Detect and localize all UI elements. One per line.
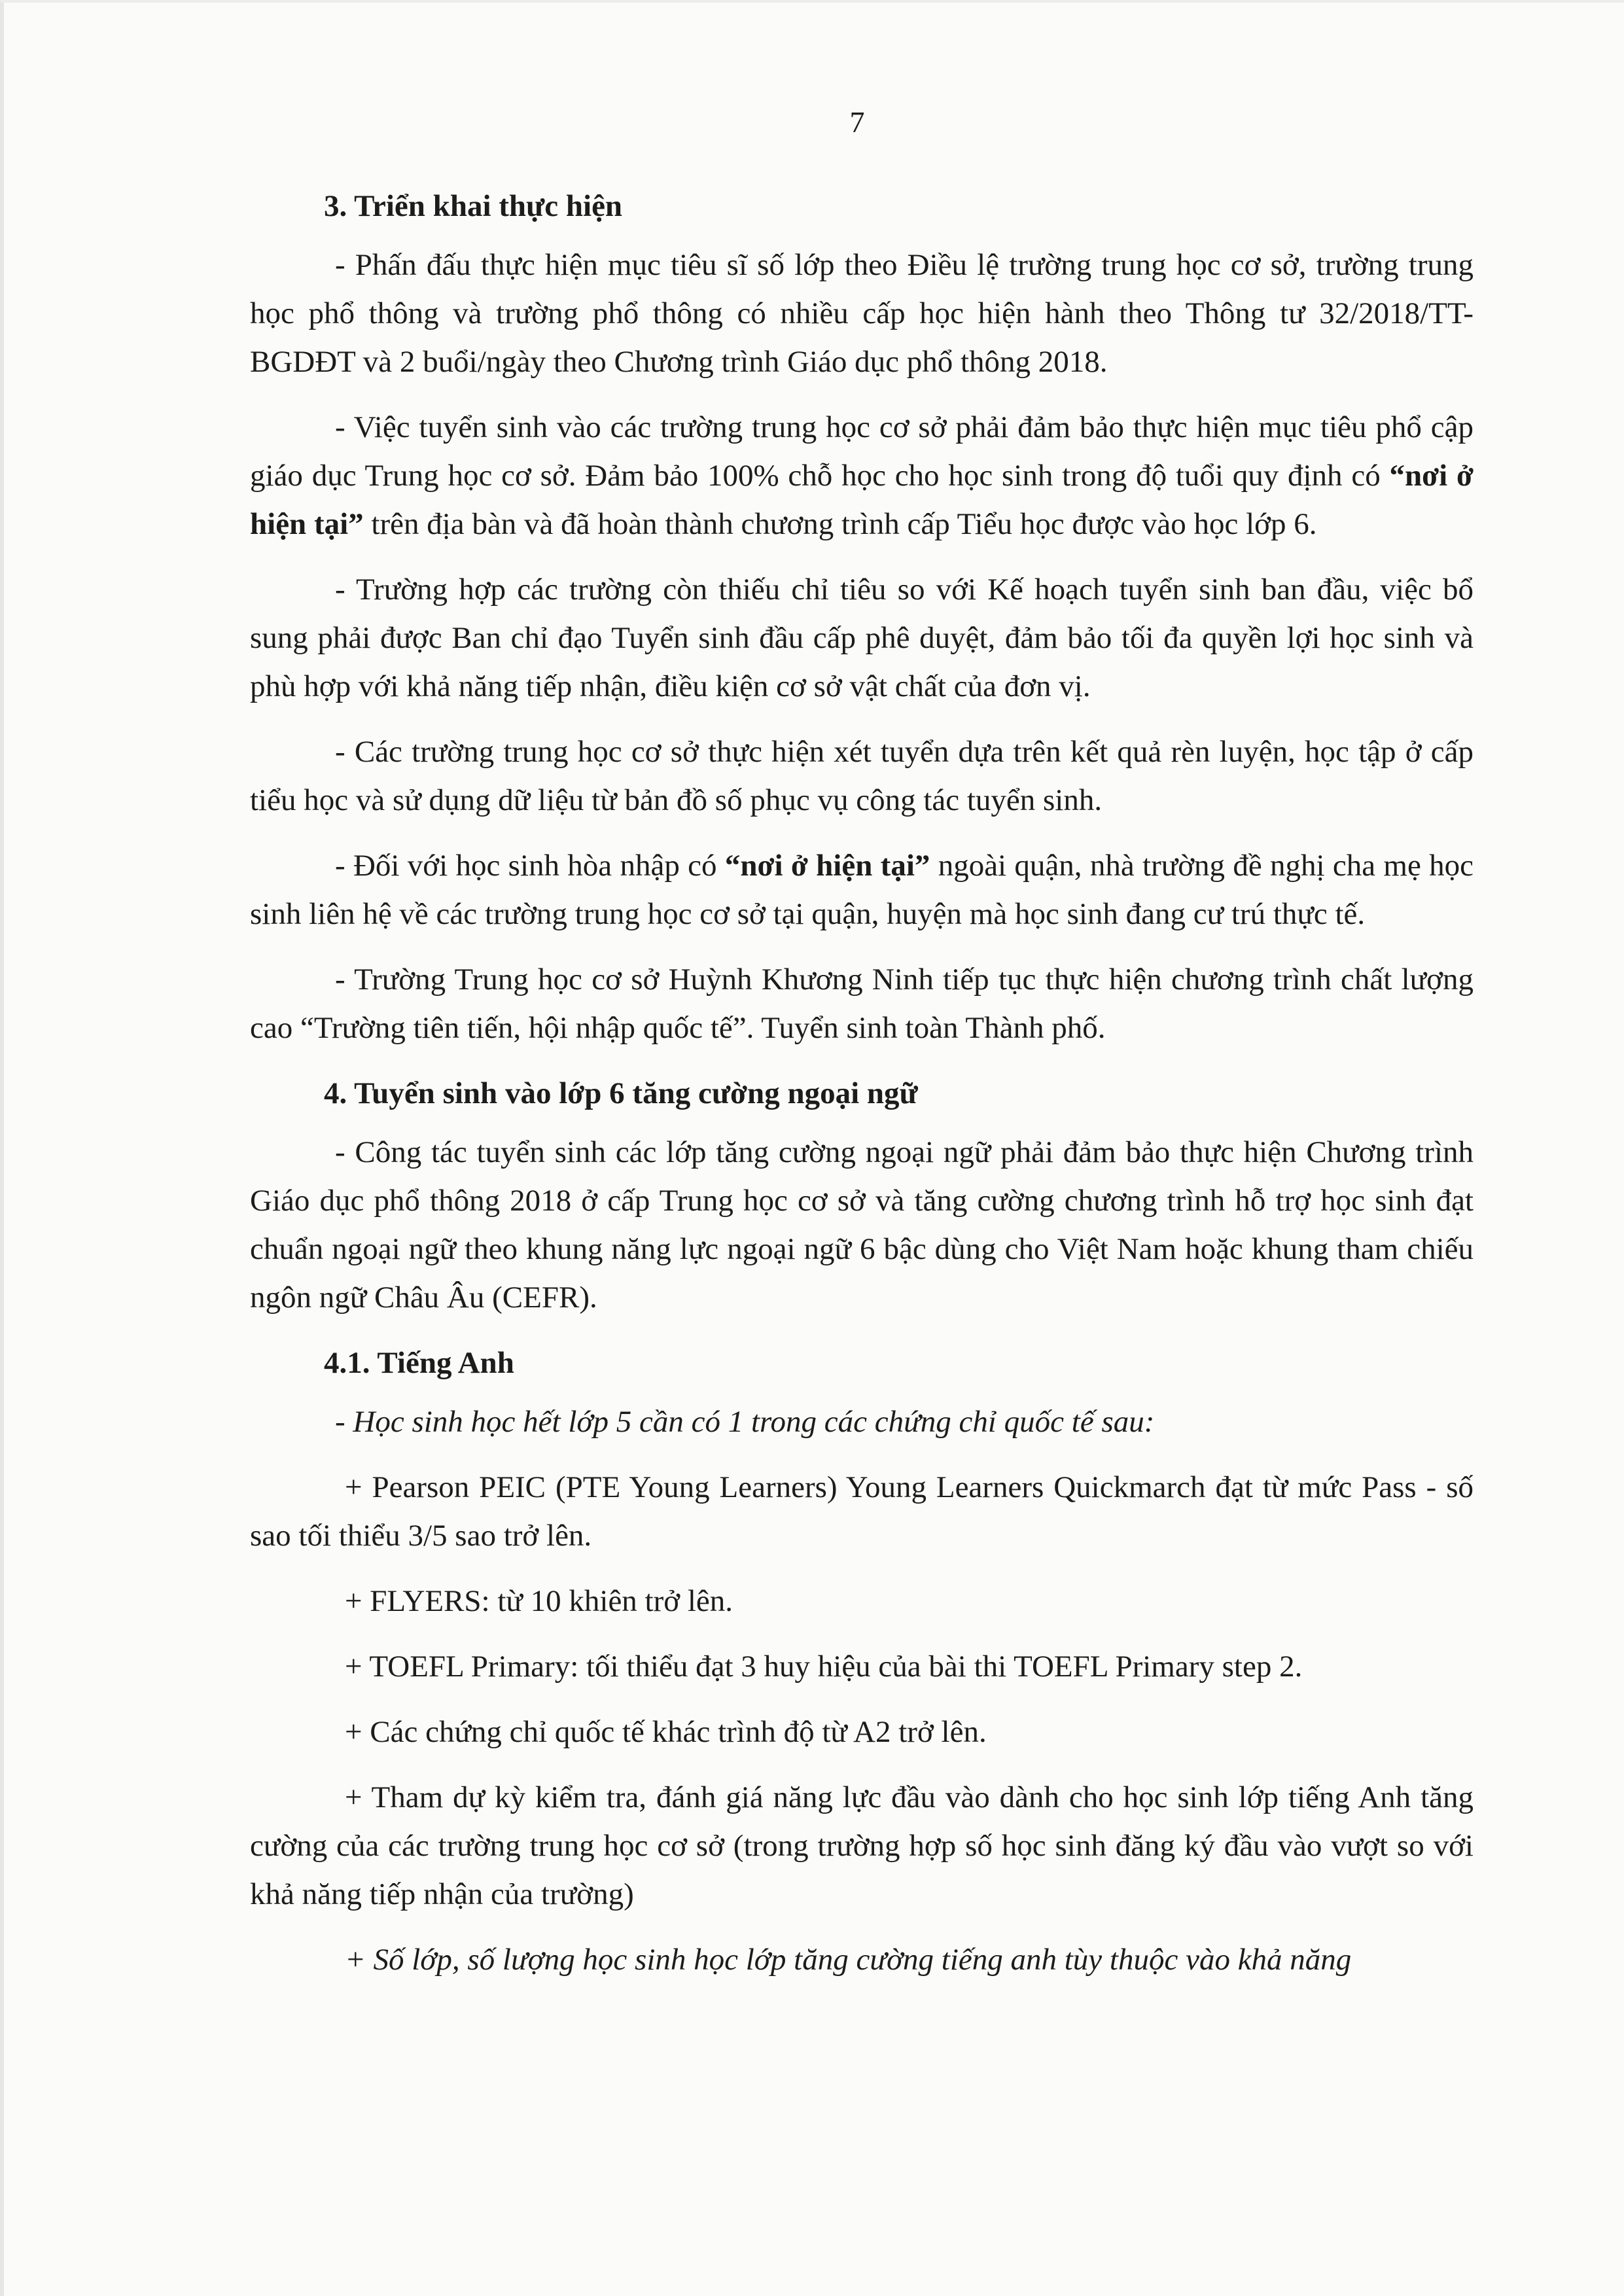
section-3-paragraph-5 — [250, 841, 1474, 938]
list-item: + Tham dự kỳ kiểm tra, đánh giá năng lực đầu vào dành cho học sinh lớp tiếng Anh tăng cường của các trường trung học cơ sở (trong trường hợp số học sinh đăng ký đầu vào vượt so với khả năng tiếp nhận của trường) — [250, 1780, 1474, 1911]
bold-quote: “nơi ở hiện tại” — [250, 459, 1474, 541]
text-run: trên địa bàn và đã hoàn thành chương trình cấp Tiểu học được vào học lớp 6. — [363, 507, 1317, 541]
list-item: + Các chứng chỉ quốc tế khác trình độ từ A2 trở lên. — [345, 1715, 987, 1749]
section-4-1-intro: - Học sinh học hết lớp 5 cần có 1 trong các chứng chỉ quốc tế sau: — [335, 1405, 1155, 1439]
scan-edge-top — [0, 0, 1624, 3]
section-3-paragraph-1: - Phấn đấu thực hiện mục tiêu sĩ số lớp theo Điều lệ trường trung học cơ sở, trường trung học phổ thông và trường phổ thông có nhiều cấp học hiện hành theo Thông tư 32/2018/TT-BGDĐT và 2 buổi/ngày theo Chương trình Giáo dục phổ thông 2018. — [250, 248, 1474, 379]
page-number: 7 — [849, 105, 865, 139]
text-run: - Đối với học sinh hòa nhập có — [335, 849, 725, 883]
section-3-paragraph-6: - Trường Trung học cơ sở Huỳnh Khương Ninh tiếp tục thực hiện chương trình chất lượng cao “Trường tiên tiến, hội nhập quốc tế”. Tuyển sinh toàn Thành phố. — [250, 963, 1474, 1045]
section-4-1-heading: 4.1. Tiếng Anh — [324, 1346, 514, 1380]
document-body — [250, 182, 1474, 2001]
text-run: - Việc tuyển sinh vào các trường trung học cơ sở phải đảm bảo thực hiện mục tiêu phổ cập giáo dục Trung học cơ sở. Đảm bảo 100% chỗ học cho học sinh trong độ tuổi quy định có — [250, 410, 1474, 493]
list-item: + FLYERS: từ 10 khiên trở lên. — [345, 1584, 733, 1618]
section-4-paragraph-1: - Công tác tuyển sinh các lớp tăng cường ngoại ngữ phải đảm bảo thực hiện Chương trình Giáo dục phổ thông 2018 ở cấp Trung học cơ sở và tăng cường chương trình hỗ trợ học sinh đạt chuẩn ngoại ngữ theo khung năng lực ngoại ngữ 6 bậc dùng cho Việt Nam hoặc khung tham chiếu ngôn ngữ Châu Âu (CEFR). — [250, 1135, 1474, 1315]
bold-quote: “nơi ở hiện tại” — [724, 849, 930, 883]
section-3-paragraph-2 — [250, 403, 1474, 548]
section-3-paragraph-4: - Các trường trung học cơ sở thực hiện xét tuyển dựa trên kết quả rèn luyện, học tập ở cấp tiểu học và sử dụng dữ liệu từ bản đồ số phục vụ công tác tuyển sinh. — [250, 735, 1474, 817]
section-4-heading: 4. Tuyển sinh vào lớp 6 tăng cường ngoại ngữ — [324, 1076, 918, 1110]
list-item: + Pearson PEIC (PTE Young Learners) Young Learners Quickmarch đạt từ mức Pass - số sao tối thiểu 3/5 sao trở lên. — [250, 1470, 1474, 1553]
text-run: ngoài quận, nhà trường đề nghị cha mẹ học sinh liên hệ về các trường trung học cơ sở tại quận, huyện mà học sinh đang cư trú thực tế. — [250, 849, 1474, 931]
list-item: + TOEFL Primary: tối thiểu đạt 3 huy hiệu của bài thi TOEFL Primary step 2. — [345, 1650, 1303, 1684]
list-item-italic: + Số lớp, số lượng học sinh học lớp tăng cường tiếng anh tùy thuộc vào khả năng — [345, 1943, 1352, 1977]
scan-edge-left — [0, 0, 4, 2296]
section-3-heading: 3. Triển khai thực hiện — [324, 189, 623, 223]
section-3-paragraph-3: - Trường hợp các trường còn thiếu chỉ tiêu so với Kế hoạch tuyển sinh ban đầu, việc bổ sung phải được Ban chỉ đạo Tuyển sinh đầu cấp phê duyệt, đảm bảo tối đa quyền lợi học sinh và phù hợp với khả năng tiếp nhận, điều kiện cơ sở vật chất của đơn vị. — [250, 573, 1474, 703]
